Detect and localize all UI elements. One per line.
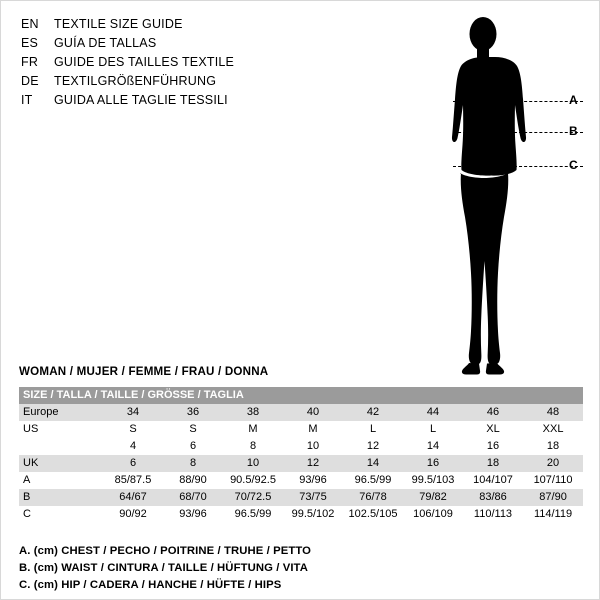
row-label: US <box>19 421 103 438</box>
row-label: Europe <box>19 404 103 421</box>
table-row <box>19 421 583 438</box>
table-cell: 42 <box>343 404 403 421</box>
language-row <box>21 93 321 112</box>
table-cell: 99.5/103 <box>403 472 463 489</box>
table-cell: 93/96 <box>163 506 223 523</box>
language-code: DE <box>21 74 39 88</box>
language-row <box>21 17 321 36</box>
woman-silhouette-figure <box>431 11 591 376</box>
table-cell: 85/87.5 <box>103 472 163 489</box>
table-cell: 18 <box>523 438 583 455</box>
table-header-row <box>19 387 583 404</box>
table-cell: 102.5/105 <box>343 506 403 523</box>
table-header-label: SIZE / TALLA / TAILLE / GRÖSSE / TAGLIA <box>19 387 583 404</box>
language-row <box>21 36 321 55</box>
table-cell: M <box>223 421 283 438</box>
table-cell: 70/72.5 <box>223 489 283 506</box>
table-cell: M <box>283 421 343 438</box>
table-cell: 44 <box>403 404 463 421</box>
language-code: EN <box>21 17 39 31</box>
language-code: IT <box>21 93 33 107</box>
table-cell: 104/107 <box>463 472 523 489</box>
table-cell: L <box>343 421 403 438</box>
table-cell: 76/78 <box>343 489 403 506</box>
table-cell: S <box>103 421 163 438</box>
table-caption: WOMAN / MUJER / FEMME / FRAU / DONNA <box>19 365 269 378</box>
row-label: UK <box>19 455 103 472</box>
table-cell: 90/92 <box>103 506 163 523</box>
table-cell: 114/119 <box>523 506 583 523</box>
legend-line-a: A. (cm) CHEST / PECHO / POITRINE / TRUHE / PETTO <box>19 545 312 557</box>
table-cell: 38 <box>223 404 283 421</box>
legend-line-b: B. (cm) WAIST / CINTURA / TAILLE / HÜFTUNG / VITA <box>19 562 308 574</box>
size-table <box>19 387 583 523</box>
table-row <box>19 489 583 506</box>
table-cell: 83/86 <box>463 489 523 506</box>
language-code: FR <box>21 55 39 69</box>
language-row <box>21 55 321 74</box>
table-cell: 36 <box>163 404 223 421</box>
measure-line-b <box>453 132 583 133</box>
measure-line-c <box>453 166 583 167</box>
table-row <box>19 455 583 472</box>
table-cell: 79/82 <box>403 489 463 506</box>
table-cell: 34 <box>103 404 163 421</box>
measure-line-a <box>453 101 583 102</box>
table-cell: 12 <box>283 455 343 472</box>
language-title: GUÍA DE TALLAS <box>54 36 157 50</box>
table-cell: 87/90 <box>523 489 583 506</box>
row-label: B <box>19 489 103 506</box>
table-cell: 16 <box>403 455 463 472</box>
table-cell: 64/67 <box>103 489 163 506</box>
language-header <box>21 17 321 112</box>
table-cell: 96.5/99 <box>223 506 283 523</box>
language-code: ES <box>21 36 39 50</box>
table-cell: 14 <box>343 455 403 472</box>
table-cell: XL <box>463 421 523 438</box>
table-cell: 46 <box>463 404 523 421</box>
language-title: TEXTILGRÖßENFÜHRUNG <box>54 74 217 88</box>
language-row <box>21 74 321 93</box>
language-title: GUIDE DES TAILLES TEXTILE <box>54 55 235 69</box>
table-cell: 73/75 <box>283 489 343 506</box>
table-cell: 107/110 <box>523 472 583 489</box>
table-cell: 8 <box>163 455 223 472</box>
measure-label-a: A <box>569 93 578 107</box>
table-cell: S <box>163 421 223 438</box>
measure-label-c: C <box>569 158 578 172</box>
row-label <box>19 438 103 455</box>
language-title: TEXTILE SIZE GUIDE <box>54 17 183 31</box>
table-cell: 20 <box>523 455 583 472</box>
table-cell: 16 <box>463 438 523 455</box>
table-cell: 6 <box>103 455 163 472</box>
language-title: GUIDA ALLE TAGLIE TESSILI <box>54 93 228 107</box>
legend-line-c: C. (cm) HIP / CADERA / HANCHE / HÜFTE / HIPS <box>19 579 282 591</box>
table-cell: 18 <box>463 455 523 472</box>
table-row <box>19 438 583 455</box>
table-cell: 90.5/92.5 <box>223 472 283 489</box>
table-cell: 106/109 <box>403 506 463 523</box>
table-cell: 88/90 <box>163 472 223 489</box>
table-cell: 48 <box>523 404 583 421</box>
table-cell: 6 <box>163 438 223 455</box>
table-cell: 40 <box>283 404 343 421</box>
table-cell: 93/96 <box>283 472 343 489</box>
row-label: C <box>19 506 103 523</box>
table-cell: 14 <box>403 438 463 455</box>
measure-label-b: B <box>569 124 578 138</box>
table-cell: 8 <box>223 438 283 455</box>
table-cell: 96.5/99 <box>343 472 403 489</box>
table-cell: 10 <box>283 438 343 455</box>
table-cell: 68/70 <box>163 489 223 506</box>
table-cell: 99.5/102 <box>283 506 343 523</box>
woman-silhouette-icon <box>431 11 591 376</box>
table-cell: XXL <box>523 421 583 438</box>
row-label: A <box>19 472 103 489</box>
table-cell: 4 <box>103 438 163 455</box>
table-cell: L <box>403 421 463 438</box>
size-table-wrapper <box>19 387 583 523</box>
measurement-legend <box>19 543 583 594</box>
table-cell: 110/113 <box>463 506 523 523</box>
table-cell: 12 <box>343 438 403 455</box>
table-cell: 10 <box>223 455 283 472</box>
table-row <box>19 506 583 523</box>
table-row <box>19 472 583 489</box>
table-row <box>19 404 583 421</box>
